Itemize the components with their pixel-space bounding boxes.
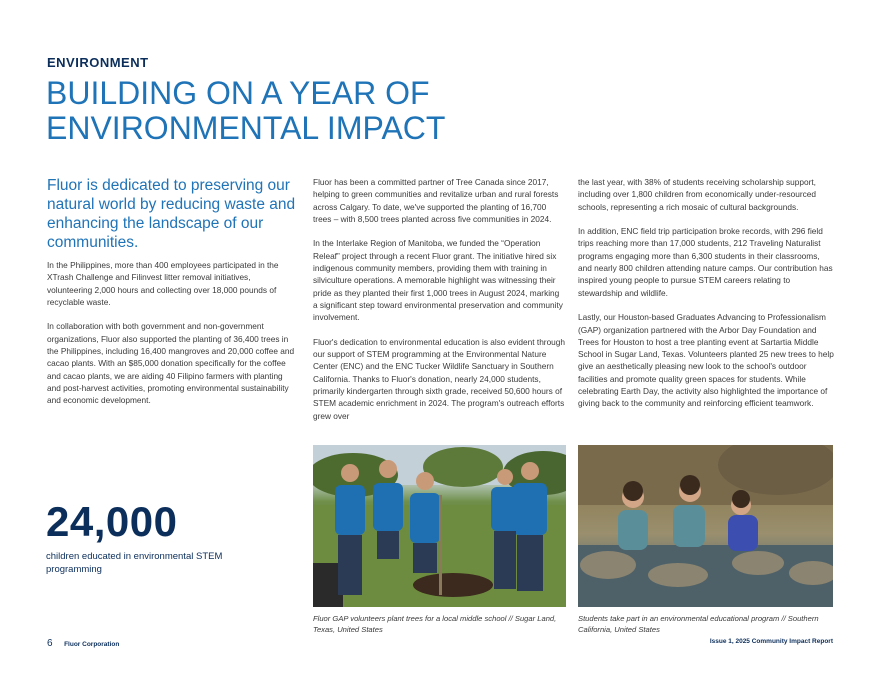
report-title: Issue 1, 2025 Community Impact Report [709, 638, 833, 645]
paragraph: Fluor's dedication to environmental education is also evident through our support of STEM programming at the Environmental Nature Center (ENC) and the ENC Tucker Wildlife Sanctuary in Southern California. Thanks to Fluor's donation, nearly 24,000 students, primarily kindergarten through sixth grade, received 50,600 hours of STEM academic enrichment in 2024. The program's outreach efforts grew over [313, 336, 566, 421]
students-photo [578, 445, 833, 607]
intro-statement: Fluor is dedicated to preserving our natural world by reducing waste and enhancing the landscape of our communities. [47, 177, 296, 251]
paragraph: Lastly, our Houston-based Graduates Advancing to Professionalism (GAP) organization partnered with the Arbor Day Foundation and Trees for Houston to host a tree planting event at Sartartia Middle School in Sugar Land, Texas. Volunteers planted 25 new trees to help give an aesthetically pleasing new look to the school's outdoor facilities and promote quality green spaces for students. While celebrating Earth Day, the activity also highlighted the importance of giving back to the community and reinforcing efficient teamwork. [578, 312, 834, 409]
stat-number: 24,000 [46, 498, 178, 545]
company-name: Fluor Corporation [64, 641, 120, 648]
volunteers-photo [313, 445, 566, 607]
text-column-2 [313, 176, 566, 434]
photo-caption: Students take part in an environmental educational program // Southern California, United States [578, 614, 819, 634]
stat-callout [46, 500, 236, 576]
photo-caption: Fluor GAP volunteers plant trees for a local middle school // Sugar Land, Texas, United States [313, 614, 557, 634]
page-number: 6 [47, 638, 53, 649]
paragraph: In collaboration with both government and non-government organizations, Fluor also supported the planting of 36,400 trees in the Philippines, including 16,400 mangroves and 20,000 coffee and cacao plants. With an $85,000 donation specifically for the coffee and cacao plants, we are aiding 40 Filipino farmers with planting and post-harvest activities, promoting environmental sustainability and economic development. [47, 321, 295, 406]
paragraph: In addition, ENC field trip participation broke records, with 296 field trips reaching more than 17,000 students, 212 Traveling Naturalist programs engaging more than 6,300 students in their classrooms, and nearly 800 children attending nature camps. Our contribution has inspired young people to pursue STEM careers relating to stewardship and wildlife. [578, 226, 833, 298]
stat-caption: children educated in environmental STEM programming [46, 551, 223, 575]
text-column-1 [47, 259, 297, 419]
paragraph: Fluor has been a committed partner of Tree Canada since 2017, helping to green communities and revitalize urban and rural forests across Calgary. To date, we've supported the planting of 16,700 trees – with 8,500 trees planted across five communities in 2024. [313, 177, 559, 224]
paragraph: the last year, with 38% of students receiving scholarship support, including over 1,800 children from economically under-resourced schools, representing a rich mosaic of cultural backgrounds. [578, 177, 816, 212]
page-title: BUILDING ON A YEAR OF ENVIRONMENTAL IMPACT [46, 75, 446, 146]
text-column-3 [578, 176, 834, 422]
section-label: ENVIRONMENT [47, 55, 149, 70]
paragraph: In the Interlake Region of Manitoba, we funded the “Operation Releaf” project through a recent Fluor grant. The initiative hired six indigenous community members, providing them with training in silviculture operations. A memorable highlight was witnessing their pride as they planted their first 1,000 trees in August 2024, marking a significant step toward environmental preservation and community involvement. [313, 238, 563, 323]
paragraph: In the Philippines, more than 400 employees participated in the XTrash Challenge and Filinvest litter removal initiatives, volunteering 2,000 hours and collecting over 18,000 pounds of recyclable waste. [47, 260, 279, 307]
footer-left [47, 638, 119, 649]
